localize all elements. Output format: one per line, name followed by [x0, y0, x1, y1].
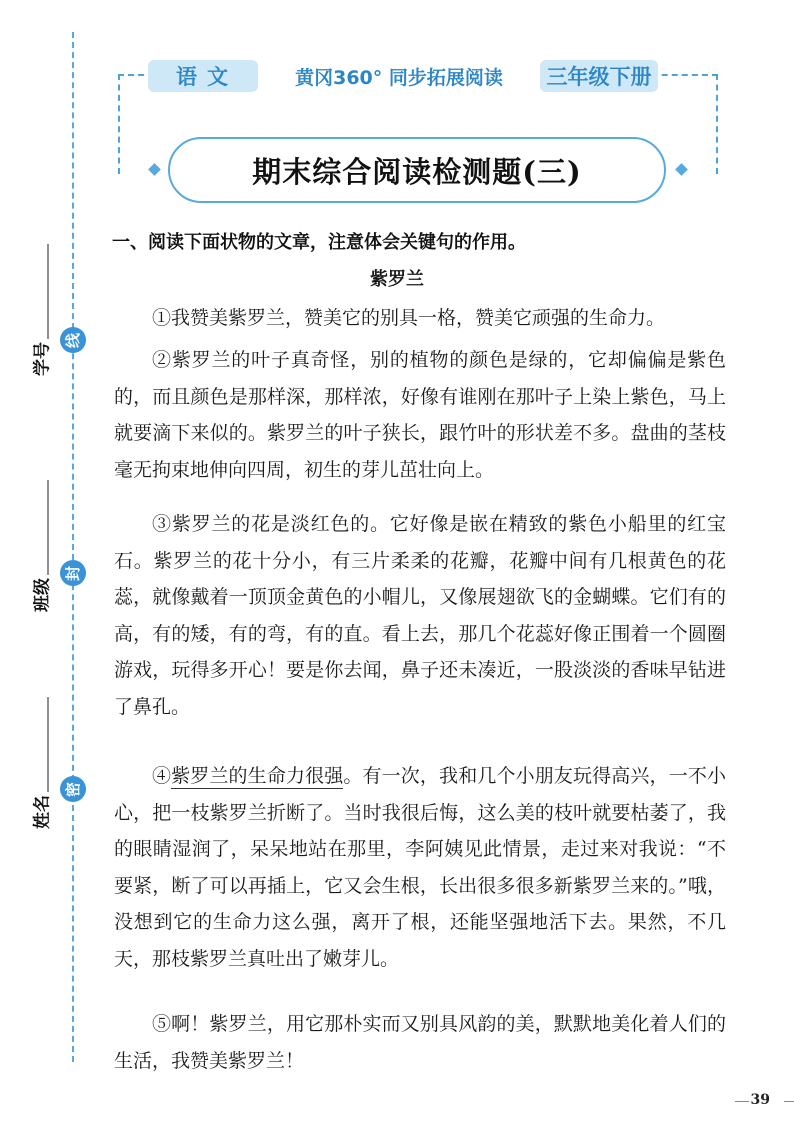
paragraph-4-number: ④ — [152, 765, 172, 787]
section-heading: 一、阅读下面状物的文章，注意体会关键句的作用。 — [112, 232, 526, 253]
header-bar — [148, 60, 658, 92]
paragraph-4 — [114, 758, 726, 977]
page-title: 期末综合阅读检测题(三) — [252, 154, 582, 189]
class-field[interactable] — [30, 536, 53, 612]
seal-line-mark: 线 — [60, 327, 86, 353]
paragraph-5: ⑤啊！紫罗兰，用它那朴实而又别具风韵的美，默默地美化着人们的生活，我赞美紫罗兰！ — [114, 1013, 726, 1072]
subject-badge: 语文 — [148, 60, 258, 92]
title-box — [168, 137, 666, 203]
essay-title: 紫罗兰 — [370, 269, 424, 290]
student-id-field[interactable] — [30, 300, 53, 376]
seal-seal-mark: 封 — [60, 560, 86, 586]
class-blank[interactable] — [48, 480, 49, 575]
page-number: 39 — [750, 1092, 770, 1108]
student-id-label: 学号 — [32, 342, 53, 376]
name-field[interactable] — [30, 753, 53, 829]
series-name: 黄冈360° 同步拓展阅读 — [285, 63, 513, 90]
name-blank[interactable] — [48, 697, 49, 792]
paragraph-2: ②紫罗兰的叶子真奇怪，别的植物的颜色是绿的，它却偏偏是紫色的，而且颜色是那样深，那样浓，好像有谁刚在那叶子上染上紫色，马上就要滴下来似的。紫罗兰的叶子狭长，跟竹叶的形状差不多。盘曲的茎枝毫无拘束地伸向四周，初生的芽儿茁壮向上。 — [114, 349, 726, 481]
binding-dashed-line — [72, 32, 74, 1062]
grade-badge: 三年级下册 — [540, 60, 658, 92]
paragraph-3: ③紫罗兰的花是淡红色的。它好像是嵌在精致的紫色小船里的红宝石。紫罗兰的花十分小，有三片柔柔的花瓣，花瓣中间有几根黄色的花蕊，就像戴着一顶顶金黄色的小帽儿，又像展翅欲飞的金蝴蝶。它们有的高，有的矮，有的弯，有的直。看上去，那几个花蕊好像正围着一个圆圈游戏，玩得多开心！要是你去闻，鼻子还未凑近，一股淡淡的香味早钻进了鼻孔。 — [114, 513, 726, 718]
page-number-dash-right — [784, 1101, 794, 1102]
paragraph-1: ①我赞美紫罗兰，赞美它的别具一格，赞美它顽强的生命力。 — [152, 307, 666, 329]
student-id-blank[interactable] — [48, 244, 49, 339]
class-label: 班级 — [32, 578, 53, 612]
seal-secret-mark: 密 — [60, 776, 86, 802]
page-number-dash-left — [735, 1101, 749, 1102]
key-sentence: 紫罗兰的生命力很强 — [171, 765, 344, 787]
paragraph-4-body: 。有一次，我和几个小朋友玩得高兴，一不小心，把一枝紫罗兰折断了。当时我很后悔，这么美的枝叶就要枯萎了，我的眼睛湿润了，呆呆地站在那里，李阿姨见此情景，走过来对我说：“不要紧，断了可以再插上，它又会生根，长出很多很多新紫罗兰来的。”哦，没想到它的生命力这么强，离开了根，还能坚强地活下去。果然，不几天，那枝紫罗兰真吐出了嫩芽儿。 — [114, 765, 726, 970]
name-label: 姓名 — [32, 795, 53, 829]
